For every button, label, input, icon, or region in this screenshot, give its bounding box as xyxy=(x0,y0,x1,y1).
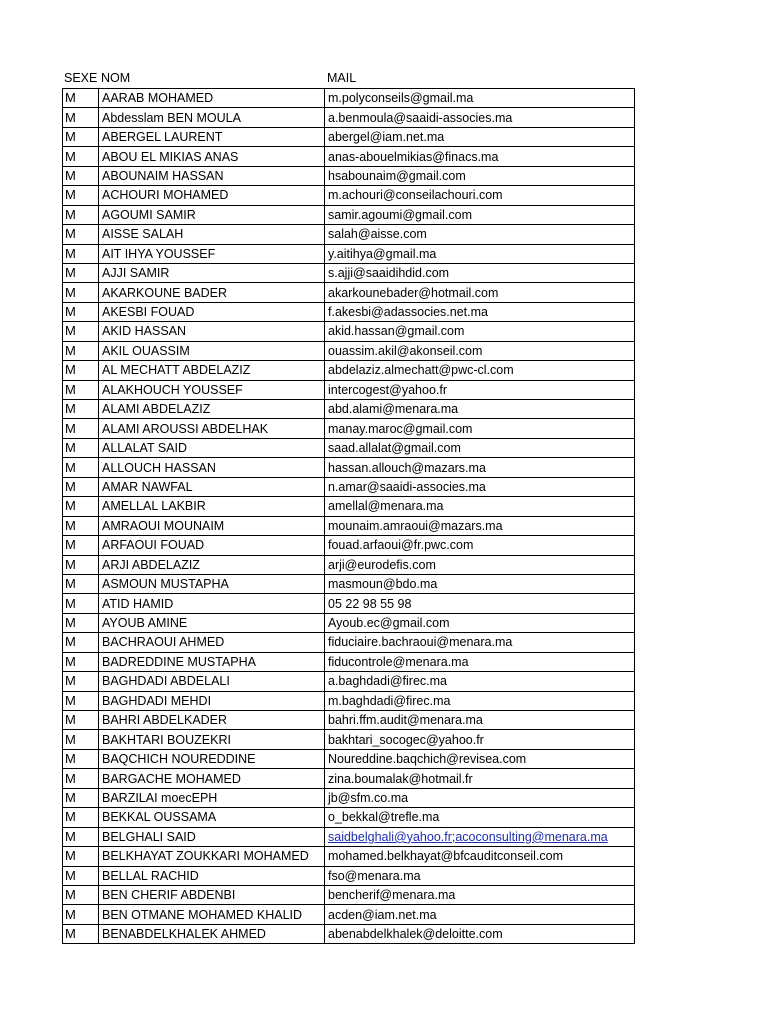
table-row xyxy=(63,555,635,574)
mail-cell: Noureddine.baqchich@revisea.com xyxy=(325,749,635,768)
mail-cell: amellal@menara.ma xyxy=(325,497,635,516)
sexe-cell: M xyxy=(63,400,99,419)
mail-cell: f.akesbi@adassocies.net.ma xyxy=(325,302,635,321)
nom-cell: BAHRI ABDELKADER xyxy=(99,711,325,730)
nom-cell: BELLAL RACHID xyxy=(99,866,325,885)
table-row xyxy=(63,283,635,302)
table-row xyxy=(63,225,635,244)
table-row xyxy=(63,477,635,496)
table-row xyxy=(63,924,635,943)
sexe-cell: M xyxy=(63,302,99,321)
nom-cell: AGOUMI SAMIR xyxy=(99,205,325,224)
nom-cell: AMRAOUI MOUNAIM xyxy=(99,516,325,535)
sexe-cell: M xyxy=(63,244,99,263)
mail-cell: abd.alami@menara.ma xyxy=(325,400,635,419)
sexe-cell: M xyxy=(63,166,99,185)
sexe-cell: M xyxy=(63,711,99,730)
mail-cell: fiduciaire.bachraoui@menara.ma xyxy=(325,633,635,652)
table-row xyxy=(63,594,635,613)
sexe-cell: M xyxy=(63,924,99,943)
sexe-cell: M xyxy=(63,749,99,768)
sexe-cell: M xyxy=(63,594,99,613)
table-row xyxy=(63,711,635,730)
mail-cell: abergel@iam.net.ma xyxy=(325,127,635,146)
mail-cell: fouad.arfaoui@fr.pwc.com xyxy=(325,536,635,555)
mail-cell: a.baghdadi@firec.ma xyxy=(325,672,635,691)
table-row xyxy=(63,322,635,341)
sexe-cell: M xyxy=(63,536,99,555)
sexe-cell: M xyxy=(63,438,99,457)
nom-cell: AL MECHATT ABDELAZIZ xyxy=(99,361,325,380)
nom-cell: AYOUB AMINE xyxy=(99,613,325,632)
mail-cell: mohamed.belkhayat@bfcauditconseil.com xyxy=(325,847,635,866)
nom-cell: BACHRAOUI AHMED xyxy=(99,633,325,652)
table-row xyxy=(63,147,635,166)
mail-cell: hassan.allouch@mazars.ma xyxy=(325,458,635,477)
nom-cell: BELGHALI SAID xyxy=(99,827,325,846)
nom-cell: BARGACHE MOHAMED xyxy=(99,769,325,788)
mail-cell: akarkounebader@hotmail.com xyxy=(325,283,635,302)
mail-cell: jb@sfm.co.ma xyxy=(325,788,635,807)
mail-cell: manay.maroc@gmail.com xyxy=(325,419,635,438)
sexe-cell: M xyxy=(63,380,99,399)
nom-cell: ABOUNAIM HASSAN xyxy=(99,166,325,185)
nom-cell: ALLOUCH HASSAN xyxy=(99,458,325,477)
mail-cell: 05 22 98 55 98 xyxy=(325,594,635,613)
mail-cell: saad.allalat@gmail.com xyxy=(325,438,635,457)
sexe-cell: M xyxy=(63,808,99,827)
mail-cell: samir.agoumi@gmail.com xyxy=(325,205,635,224)
nom-cell: BEN CHERIF ABDENBI xyxy=(99,885,325,904)
mail-cell: abenabdelkhalek@deloitte.com xyxy=(325,924,635,943)
nom-cell: BAKHTARI BOUZEKRI xyxy=(99,730,325,749)
sexe-cell: M xyxy=(63,613,99,632)
nom-cell: AKIL OUASSIM xyxy=(99,341,325,360)
nom-cell: BADREDDINE MUSTAPHA xyxy=(99,652,325,671)
table-row xyxy=(63,808,635,827)
mail-cell: fiducontrole@menara.ma xyxy=(325,652,635,671)
nom-cell: AMELLAL LAKBIR xyxy=(99,497,325,516)
table-row xyxy=(63,244,635,263)
nom-cell: ABOU EL MIKIAS ANAS xyxy=(99,147,325,166)
table-row xyxy=(63,847,635,866)
sexe-cell: M xyxy=(63,730,99,749)
table-row xyxy=(63,536,635,555)
mail-cell: akid.hassan@gmail.com xyxy=(325,322,635,341)
sexe-cell: M xyxy=(63,147,99,166)
table-row xyxy=(63,497,635,516)
sexe-cell: M xyxy=(63,205,99,224)
nom-cell: AJJI SAMIR xyxy=(99,263,325,282)
table-row xyxy=(63,613,635,632)
mail-cell: ouassim.akil@akonseil.com xyxy=(325,341,635,360)
nom-cell: BEN OTMANE MOHAMED KHALID xyxy=(99,905,325,924)
sexe-cell: M xyxy=(63,788,99,807)
header-nom: NOM xyxy=(101,71,131,85)
column-header-row xyxy=(62,70,634,88)
table-row xyxy=(63,730,635,749)
sexe-cell: M xyxy=(63,477,99,496)
table-row xyxy=(63,458,635,477)
table-row xyxy=(63,419,635,438)
mail-cell: m.polyconseils@gmail.ma xyxy=(325,89,635,108)
table-row xyxy=(63,885,635,904)
nom-cell: ALAMI AROUSSI ABDELHAK xyxy=(99,419,325,438)
mail-cell: bencherif@menara.ma xyxy=(325,885,635,904)
mail-cell: salah@aisse.com xyxy=(325,225,635,244)
table-row xyxy=(63,866,635,885)
sexe-cell: M xyxy=(63,672,99,691)
mail-cell: m.achouri@conseilachouri.com xyxy=(325,186,635,205)
sexe-cell: M xyxy=(63,827,99,846)
nom-cell: BARZILAI moecEPH xyxy=(99,788,325,807)
table-row xyxy=(63,205,635,224)
sexe-cell: M xyxy=(63,458,99,477)
nom-cell: AIT IHYA YOUSSEF xyxy=(99,244,325,263)
mail-cell: masmoun@bdo.ma xyxy=(325,574,635,593)
mail-cell: s.ajji@saaidihdid.com xyxy=(325,263,635,282)
mail-cell: anas-abouelmikias@finacs.ma xyxy=(325,147,635,166)
sexe-cell: M xyxy=(63,497,99,516)
nom-cell: BAQCHICH NOUREDDINE xyxy=(99,749,325,768)
nom-cell: ALLALAT SAID xyxy=(99,438,325,457)
sexe-cell: M xyxy=(63,322,99,341)
table-row xyxy=(63,108,635,127)
mail-cell: fso@menara.ma xyxy=(325,866,635,885)
sexe-cell: M xyxy=(63,633,99,652)
sexe-cell: M xyxy=(63,847,99,866)
mail-cell: acden@iam.net.ma xyxy=(325,905,635,924)
table-body xyxy=(63,89,635,944)
table-row xyxy=(63,749,635,768)
sexe-cell: M xyxy=(63,283,99,302)
sexe-cell: M xyxy=(63,516,99,535)
mail-cell: intercogest@yahoo.fr xyxy=(325,380,635,399)
mail-cell: Ayoub.ec@gmail.com xyxy=(325,613,635,632)
sexe-cell: M xyxy=(63,574,99,593)
table-row xyxy=(63,516,635,535)
header-mail: MAIL xyxy=(327,71,357,85)
nom-cell: BELKHAYAT ZOUKKARI MOHAMED xyxy=(99,847,325,866)
table-row xyxy=(63,127,635,146)
mail-link[interactable]: saidbelghali@yahoo.fr;acoconsulting@menara.ma xyxy=(325,827,635,846)
table-row xyxy=(63,788,635,807)
table-row xyxy=(63,302,635,321)
table-row xyxy=(63,166,635,185)
sexe-cell: M xyxy=(63,341,99,360)
sexe-cell: M xyxy=(63,905,99,924)
nom-cell: ARJI ABDELAZIZ xyxy=(99,555,325,574)
table-row xyxy=(63,691,635,710)
mail-cell: n.amar@saaidi-associes.ma xyxy=(325,477,635,496)
nom-cell: AISSE SALAH xyxy=(99,225,325,244)
sexe-cell: M xyxy=(63,866,99,885)
nom-cell: AMAR NAWFAL xyxy=(99,477,325,496)
table-row xyxy=(63,341,635,360)
table-row xyxy=(63,574,635,593)
sexe-cell: M xyxy=(63,108,99,127)
table-row xyxy=(63,769,635,788)
table-row xyxy=(63,672,635,691)
table-row xyxy=(63,361,635,380)
nom-cell: ALAKHOUCH YOUSSEF xyxy=(99,380,325,399)
mail-cell: hsabounaim@gmail.com xyxy=(325,166,635,185)
mail-cell: abdelaziz.almechatt@pwc-cl.com xyxy=(325,361,635,380)
sexe-cell: M xyxy=(63,225,99,244)
mail-cell: bahri.ffm.audit@menara.ma xyxy=(325,711,635,730)
table-row xyxy=(63,652,635,671)
mail-cell: arji@eurodefis.com xyxy=(325,555,635,574)
nom-cell: AARAB MOHAMED xyxy=(99,89,325,108)
nom-cell: BAGHDADI MEHDI xyxy=(99,691,325,710)
table-row xyxy=(63,633,635,652)
table-row xyxy=(63,827,635,846)
nom-cell: ARFAOUI FOUAD xyxy=(99,536,325,555)
nom-cell: BAGHDADI ABDELALI xyxy=(99,672,325,691)
mail-cell: y.aitihya@gmail.ma xyxy=(325,244,635,263)
nom-cell: AKARKOUNE BADER xyxy=(99,283,325,302)
nom-cell: AKID HASSAN xyxy=(99,322,325,341)
nom-cell: BEKKAL OUSSAMA xyxy=(99,808,325,827)
table-row xyxy=(63,905,635,924)
nom-cell: ABERGEL LAURENT xyxy=(99,127,325,146)
table-row xyxy=(63,438,635,457)
mail-cell: m.baghdadi@firec.ma xyxy=(325,691,635,710)
nom-cell: ATID HAMID xyxy=(99,594,325,613)
sexe-cell: M xyxy=(63,263,99,282)
table-row xyxy=(63,89,635,108)
sexe-cell: M xyxy=(63,361,99,380)
sexe-cell: M xyxy=(63,885,99,904)
sexe-cell: M xyxy=(63,691,99,710)
table-row xyxy=(63,263,635,282)
header-sexe: SEXE xyxy=(64,71,98,85)
nom-cell: ALAMI ABDELAZIZ xyxy=(99,400,325,419)
nom-cell: BENABDELKHALEK AHMED xyxy=(99,924,325,943)
sexe-cell: M xyxy=(63,127,99,146)
mail-cell: bakhtari_socogec@yahoo.fr xyxy=(325,730,635,749)
mail-cell: mounaim.amraoui@mazars.ma xyxy=(325,516,635,535)
table-row xyxy=(63,186,635,205)
table-row xyxy=(63,380,635,399)
nom-cell: ASMOUN MUSTAPHA xyxy=(99,574,325,593)
sexe-cell: M xyxy=(63,555,99,574)
mail-cell: zina.boumalak@hotmail.fr xyxy=(325,769,635,788)
nom-cell: Abdesslam BEN MOULA xyxy=(99,108,325,127)
mail-cell: o_bekkal@trefle.ma xyxy=(325,808,635,827)
sexe-cell: M xyxy=(63,769,99,788)
table-row xyxy=(63,400,635,419)
nom-cell: AKESBI FOUAD xyxy=(99,302,325,321)
sexe-cell: M xyxy=(63,419,99,438)
nom-cell: ACHOURI MOHAMED xyxy=(99,186,325,205)
sexe-cell: M xyxy=(63,89,99,108)
contacts-table xyxy=(62,88,635,944)
sexe-cell: M xyxy=(63,652,99,671)
mail-cell: a.benmoula@saaidi-associes.ma xyxy=(325,108,635,127)
sexe-cell: M xyxy=(63,186,99,205)
